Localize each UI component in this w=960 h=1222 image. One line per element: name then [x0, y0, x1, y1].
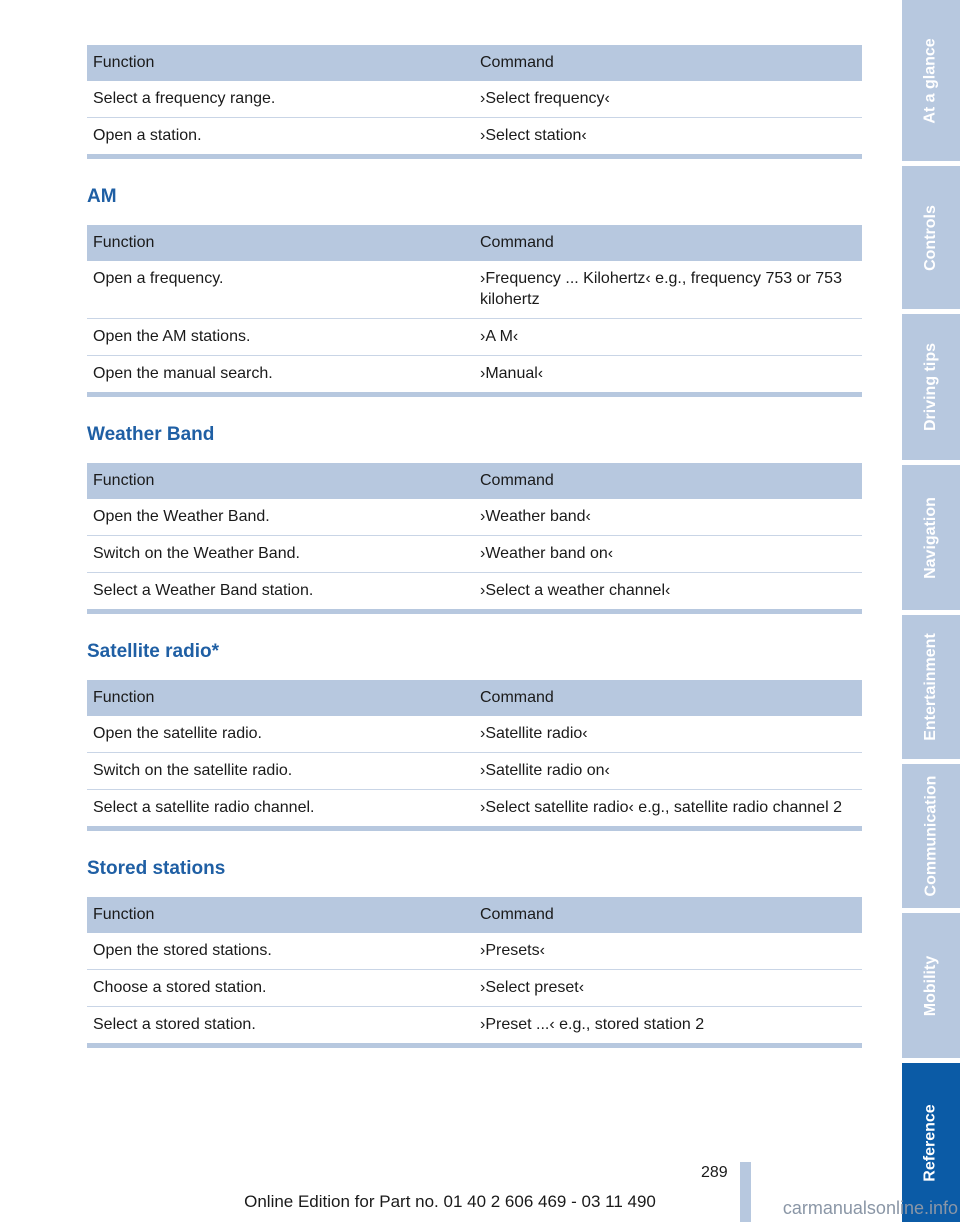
- table-header-row: [87, 45, 862, 81]
- table-header-row: [87, 225, 862, 261]
- function-cell: Open the Weather Band.: [87, 499, 474, 536]
- function-cell: Select a satellite radio channel.: [93, 799, 315, 816]
- command-table-frequency: [87, 45, 862, 154]
- tab-navigation[interactable]: [902, 465, 960, 610]
- table-row: [87, 499, 862, 536]
- function-cell: Switch on the satellite radio.: [87, 753, 474, 790]
- table-divider: [87, 609, 862, 614]
- function-cell: Switch on the Weather Band.: [87, 536, 474, 573]
- tab-mobility[interactable]: [902, 913, 960, 1058]
- header-command: Command: [474, 225, 862, 261]
- command-cell: ›A M‹: [474, 319, 862, 356]
- command-cell: ›Presets‹: [474, 933, 862, 970]
- function-cell: Open the AM stations.: [87, 319, 474, 356]
- function-cell: Open the satellite radio.: [87, 716, 474, 753]
- function-cell: Open a station.: [93, 127, 202, 144]
- header-command: Command: [474, 45, 862, 81]
- header-function: Function: [87, 463, 474, 499]
- tab-communication[interactable]: [902, 764, 960, 908]
- table-divider: [87, 826, 862, 831]
- header-function: Function: [87, 897, 474, 933]
- header-command: Command: [474, 680, 862, 716]
- header-command: Command: [474, 897, 862, 933]
- command-cell: ›Weather band‹: [474, 499, 862, 536]
- tab-label: Communication: [922, 775, 940, 897]
- header-function: Function: [87, 680, 474, 716]
- command-cell: ›Satellite radio on‹: [474, 753, 862, 790]
- function-cell: Select a frequency range.: [87, 81, 474, 118]
- table-row: [87, 573, 862, 610]
- table-row: [87, 319, 862, 356]
- table-row: [87, 81, 862, 118]
- command-cell: ›Select satellite radio‹ e.g., satellite radio channel 2: [480, 799, 842, 816]
- header-function: Function: [87, 225, 474, 261]
- function-cell: Select a Weather Band station.: [93, 582, 314, 599]
- table-row: [87, 261, 862, 319]
- page-content: [87, 45, 862, 1048]
- table-row: [87, 356, 862, 393]
- command-cell: ›Select preset‹: [474, 970, 862, 1007]
- tab-label: Mobility: [922, 955, 939, 1016]
- table-row: [87, 933, 862, 970]
- section-title-am: AM: [87, 186, 117, 207]
- function-cell: Select a stored station.: [93, 1016, 256, 1033]
- tab-driving-tips[interactable]: [902, 314, 960, 460]
- command-cell: ›Preset ...‹ e.g., stored station 2: [480, 1016, 705, 1033]
- table-header-row: [87, 897, 862, 933]
- table-row: [87, 1007, 862, 1044]
- command-cell: ›Satellite radio‹: [474, 716, 862, 753]
- table-row: [87, 790, 862, 827]
- command-table-satellite-radio: [87, 680, 862, 826]
- table-header-row: [87, 463, 862, 499]
- command-table-stored-stations: [87, 897, 862, 1043]
- header-function: Function: [87, 45, 474, 81]
- chapter-tab-sidebar: [898, 0, 960, 1222]
- tab-controls[interactable]: [902, 166, 960, 309]
- function-cell: Open the manual search.: [93, 365, 273, 382]
- tab-entertainment[interactable]: [902, 615, 960, 759]
- tab-at-a-glance[interactable]: [902, 0, 960, 161]
- tab-label: Entertainment: [922, 633, 940, 741]
- section-title-weather-band: Weather Band: [87, 424, 215, 445]
- table-divider: [87, 392, 862, 397]
- command-cell: ›Select a weather channel‹: [480, 582, 671, 599]
- command-cell: ›Manual‹: [480, 365, 544, 382]
- tab-label: Reference: [922, 1103, 939, 1182]
- table-header-row: [87, 680, 862, 716]
- section-title-stored-stations: Stored stations: [87, 858, 226, 879]
- command-cell: ›Select station‹: [480, 127, 587, 144]
- table-row: [87, 970, 862, 1007]
- section-title-satellite-radio: Satellite radio*: [87, 641, 219, 662]
- page-number: 289: [701, 1164, 728, 1181]
- table-row: [87, 536, 862, 573]
- table-row: [87, 753, 862, 790]
- command-cell: ›Weather band on‹: [474, 536, 862, 573]
- footer-text: Online Edition for Part no. 01 40 2 606 469 - 03 11 490: [244, 1192, 656, 1211]
- tab-label: Navigation: [922, 496, 940, 579]
- function-cell: Open a frequency.: [87, 261, 474, 319]
- table-divider: [87, 154, 862, 159]
- command-cell: ›Select frequency‹: [474, 81, 862, 118]
- function-cell: Open the stored stations.: [87, 933, 474, 970]
- table-divider: [87, 1043, 862, 1048]
- watermark: carmanualsonline.info: [782, 1198, 958, 1218]
- tab-label: Driving tips: [922, 342, 940, 432]
- command-table-am: [87, 225, 862, 392]
- tab-label: Controls: [922, 204, 939, 271]
- function-cell: Choose a stored station.: [87, 970, 474, 1007]
- command-cell: ›Frequency ... Kilohertz‹ e.g., frequency 753 or 753 kilohertz: [474, 261, 862, 319]
- header-command: Command: [474, 463, 862, 499]
- command-table-weather-band: [87, 463, 862, 609]
- table-row: [87, 716, 862, 753]
- tab-label: At a glance: [922, 37, 940, 124]
- table-row: [87, 118, 862, 155]
